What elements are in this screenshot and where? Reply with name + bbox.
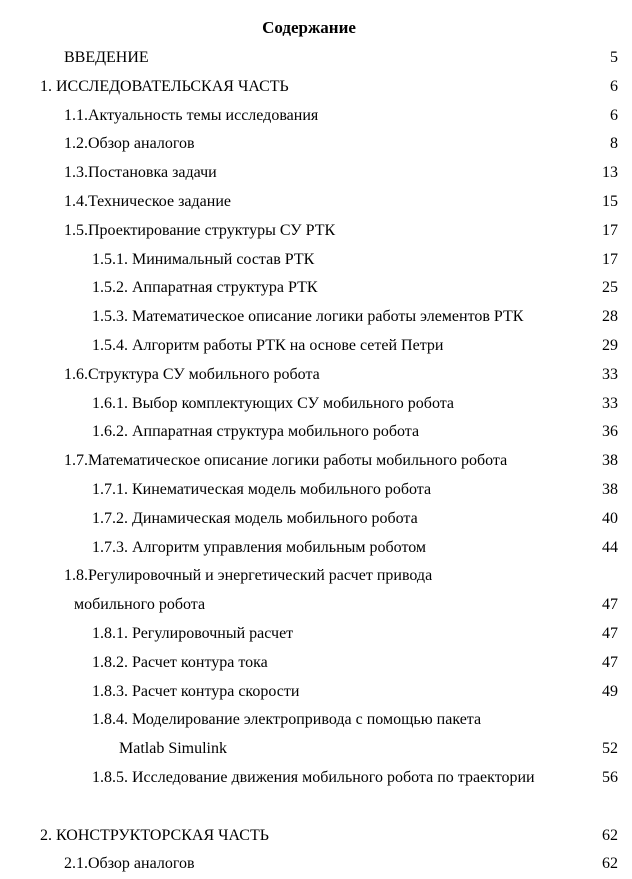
toc-entry-text: 1.7.3. Алгоритм управления мобильным роботом xyxy=(92,538,427,556)
toc-entry-text: 1.6.1. Выбор комплектующих СУ мобильного робота xyxy=(92,394,455,412)
toc-entry-page: 62 xyxy=(602,826,618,844)
toc-entry-page: 17 xyxy=(602,221,618,239)
toc-entry-page: 8 xyxy=(610,135,618,153)
toc-entry xyxy=(0,159,618,188)
toc-entry-text: 1.8.2. Расчет контура тока xyxy=(92,653,268,671)
toc-entry-page: 40 xyxy=(602,509,618,527)
toc-spacer xyxy=(0,793,618,822)
toc-entry xyxy=(0,73,618,102)
toc-entry xyxy=(0,850,618,879)
toc-entry-page: 33 xyxy=(602,365,618,383)
toc-entry-text: Matlab Simulink xyxy=(119,740,227,758)
toc-entry xyxy=(0,361,618,390)
toc-entry-text: 1.8.5. Исследование движения мобильного робота по траектории xyxy=(92,768,535,786)
toc-entry xyxy=(0,188,618,217)
toc-list xyxy=(0,44,618,879)
toc-entry-text: ВВЕДЕНИЕ xyxy=(64,49,149,66)
toc-entry xyxy=(0,44,618,73)
toc-entry xyxy=(0,505,618,534)
toc-entry xyxy=(0,735,618,764)
toc-entry xyxy=(0,246,618,275)
toc-entry xyxy=(0,217,618,246)
toc-entry-page: 52 xyxy=(602,740,618,758)
toc-entry xyxy=(0,764,618,793)
toc-entry-text: 1.8.3. Расчет контура скорости xyxy=(92,682,300,700)
toc-entry-text: 1.8.1. Регулировочный расчет xyxy=(92,624,294,642)
toc-entry-text: 2.1.Обзор аналогов xyxy=(64,855,195,873)
toc-entry xyxy=(0,562,618,591)
toc-entry xyxy=(0,303,618,332)
toc-entry xyxy=(0,534,618,563)
toc-entry xyxy=(0,678,618,707)
toc-entry-page: 13 xyxy=(602,164,618,182)
toc-entry-page: 28 xyxy=(602,308,618,326)
toc-entry-page: 25 xyxy=(602,279,618,297)
toc-entry xyxy=(0,274,618,303)
toc-entry-page: 47 xyxy=(602,596,618,614)
toc-entry-page: 17 xyxy=(602,250,618,268)
toc-entry-text: 1.7.2. Динамическая модель мобильного робота xyxy=(92,509,418,527)
toc-entry xyxy=(0,706,618,735)
toc-entry-page: 6 xyxy=(610,106,618,124)
toc-entry-text: 1.3.Постановка задачи xyxy=(64,164,217,182)
toc-entry-text: 1.2.Обзор аналогов xyxy=(64,135,195,153)
toc-entry xyxy=(0,822,618,851)
toc-entry-page: 47 xyxy=(602,624,618,642)
toc-entry xyxy=(0,620,618,649)
toc-entry-text: 1.7.Математическое описание логики работы мобильного робота xyxy=(64,452,508,470)
toc-entry-text: 1.4.Техническое задание xyxy=(64,192,231,210)
toc-entry-page: 38 xyxy=(602,480,618,498)
toc-entry xyxy=(0,476,618,505)
toc-entry-page: 38 xyxy=(602,452,618,470)
toc-entry-text: мобильного робота xyxy=(74,596,206,614)
toc-entry-text: 1.5.3. Математическое описание логики работы элементов РТК xyxy=(92,308,524,326)
toc-entry-page: 56 xyxy=(602,768,618,786)
toc-entry-text: 1.8.Регулировочный и энергетический расчет привода xyxy=(64,567,433,585)
toc-entry xyxy=(0,418,618,447)
toc-entry-page: 44 xyxy=(602,538,618,556)
toc-entry-page: 15 xyxy=(602,192,618,210)
toc-entry-text: 1.8.4. Моделирование электропривода с помощью пакета xyxy=(92,711,482,729)
toc-entry xyxy=(0,390,618,419)
toc-entry-text: 1.6.Структура СУ мобильного робота xyxy=(64,365,320,383)
toc-entry-page: 49 xyxy=(602,682,618,700)
toc-entry xyxy=(0,591,618,620)
toc-entry-text: 1.5.2. Аппаратная структура РТК xyxy=(92,279,318,297)
toc-entry-page: 36 xyxy=(602,423,618,441)
toc-entry-page: 5 xyxy=(610,49,618,66)
toc-entry-page: 33 xyxy=(602,394,618,412)
toc-entry-text: 1.6.2. Аппаратная структура мобильного робота xyxy=(92,423,420,441)
toc-entry-text: 1.5.4. Алгоритм работы РТК на основе сетей Петри xyxy=(92,336,444,354)
toc-entry-text: 1.7.1. Кинематическая модель мобильного робота xyxy=(92,480,432,498)
toc-entry-text: 2. КОНСТРУКТОРСКАЯ ЧАСТЬ xyxy=(40,826,269,844)
toc-entry-page: 62 xyxy=(602,855,618,873)
toc-entry xyxy=(0,447,618,476)
toc-entry-page: 6 xyxy=(610,77,618,95)
page-title: Содержание xyxy=(262,18,356,37)
toc-entry xyxy=(0,102,618,131)
toc-entry-text: 1.5.1. Минимальный состав РТК xyxy=(92,250,315,268)
toc-entry xyxy=(0,130,618,159)
toc-entry-page: 47 xyxy=(602,653,618,671)
toc-entry-text: 1.5.Проектирование структуры СУ РТК xyxy=(64,221,336,239)
toc-entry-text: 1. ИССЛЕДОВАТЕЛЬСКАЯ ЧАСТЬ xyxy=(40,77,289,95)
toc-entry xyxy=(0,649,618,678)
toc-entry xyxy=(0,332,618,361)
toc-entry-text: 1.1.Актуальность темы исследования xyxy=(64,106,319,124)
toc-entry-page: 29 xyxy=(602,336,618,354)
